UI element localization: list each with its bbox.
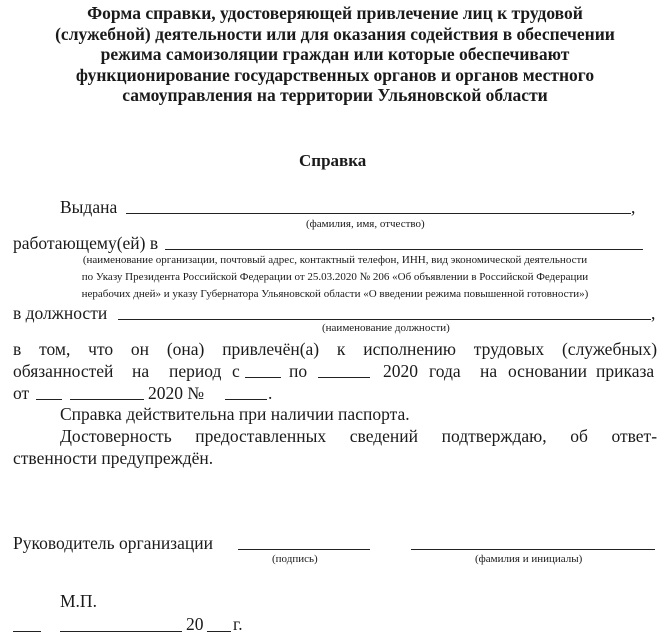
position-field[interactable] bbox=[118, 319, 651, 320]
statement-word: (она) bbox=[166, 339, 205, 359]
position-caption: (наименование должности) bbox=[322, 322, 450, 334]
statement-word: что bbox=[88, 339, 114, 359]
document-heading: Справка bbox=[299, 151, 367, 170]
confirmation-word: Достоверность bbox=[60, 426, 172, 446]
period-end-field[interactable] bbox=[318, 377, 370, 378]
manager-name-caption: (фамилия и инициалы) bbox=[475, 553, 583, 565]
issued-comma: , bbox=[631, 197, 636, 217]
organization-caption bbox=[13, 252, 657, 303]
confirmation-word: сведений bbox=[349, 426, 418, 446]
confirmation-word: подтверждаю, bbox=[441, 426, 547, 446]
order-year-number-label: 2020 № bbox=[148, 383, 205, 403]
statement-word: трудовых bbox=[473, 339, 545, 359]
signature-caption: (подпись) bbox=[272, 553, 318, 565]
statement-word: к bbox=[336, 339, 346, 359]
issued-label: Выдана bbox=[60, 197, 118, 217]
confirmation-word: об bbox=[570, 426, 588, 446]
organization-caption-line: нерабочих дней» и указу Губернатора Ульяновской области «О введении режима повышенной готовности») bbox=[81, 288, 589, 300]
statement-word: том, bbox=[39, 339, 71, 359]
confirmation-line-2: ственности предупреждён. bbox=[13, 448, 214, 468]
order-month-field[interactable] bbox=[70, 399, 144, 400]
statement-word: 2020 bbox=[383, 361, 418, 381]
statement-word: исполнению bbox=[363, 339, 456, 359]
form-title-line: Форма справки, удостоверяющей привлечение лиц к трудовой bbox=[87, 3, 583, 23]
order-period: . bbox=[268, 383, 273, 403]
form-title-line: (служебной) деятельности или для оказания содействия в обеспечении bbox=[55, 23, 615, 44]
statement-word: основании bbox=[508, 361, 587, 381]
statement-word: период bbox=[169, 361, 222, 381]
form-title-line: самоуправления на территории Ульяновской области bbox=[122, 85, 548, 105]
statement-line-1 bbox=[13, 339, 657, 360]
confirmation-word: ответ- bbox=[611, 426, 658, 446]
form-title-line: функционирование государственных органов и органов местного bbox=[75, 64, 595, 85]
validity-note: Справка действительна при наличии паспорта. bbox=[60, 404, 410, 424]
date-year-suffix: г. bbox=[233, 614, 243, 634]
employer-label: работающему(ей) в bbox=[13, 233, 159, 253]
statement-word: на bbox=[480, 361, 498, 381]
position-comma: , bbox=[651, 303, 656, 323]
signature-field[interactable] bbox=[238, 549, 370, 550]
statement-word: обязанностей bbox=[13, 361, 114, 381]
statement-word: по bbox=[289, 361, 308, 381]
date-day-field[interactable] bbox=[13, 631, 41, 632]
manager-name-field[interactable] bbox=[411, 549, 655, 550]
date-year-prefix: 20 bbox=[186, 614, 204, 634]
stamp-place-label: М.П. bbox=[60, 591, 97, 611]
organization-caption-line: (наименование организации, почтовый адрес, контактный телефон, ИНН, вид экономической деятельности bbox=[82, 254, 588, 266]
period-start-field[interactable] bbox=[245, 377, 281, 378]
form-title-line: режима самоизоляции граждан или которые обеспечивают bbox=[100, 44, 570, 64]
statement-word: года bbox=[429, 361, 461, 381]
statement-word: он bbox=[130, 339, 150, 359]
statement-word: в bbox=[13, 339, 22, 359]
manager-label: Руководитель организации bbox=[13, 533, 213, 553]
order-day-field[interactable] bbox=[36, 399, 62, 400]
confirmation-line-1 bbox=[60, 426, 657, 447]
date-year-field[interactable] bbox=[207, 631, 231, 632]
full-name-caption: (фамилия, имя, отчество) bbox=[306, 218, 425, 230]
full-name-field[interactable] bbox=[126, 213, 631, 214]
position-label: в должности bbox=[13, 303, 108, 323]
organization-field[interactable] bbox=[165, 249, 643, 250]
date-month-field[interactable] bbox=[60, 631, 182, 632]
statement-word: на bbox=[132, 361, 150, 381]
order-number-field[interactable] bbox=[225, 399, 267, 400]
statement-word: с bbox=[232, 361, 240, 381]
statement-word: привлечён(а) bbox=[222, 339, 320, 359]
confirmation-word: предоставленных bbox=[195, 426, 327, 446]
statement-word: (служебных) bbox=[561, 339, 658, 359]
form-title bbox=[0, 3, 670, 106]
organization-caption-line: по Указу Президента Российской Федерации от 25.03.2020 № 206 «Об объявлении в Российской Федерации bbox=[81, 271, 589, 283]
order-date-label: от bbox=[13, 383, 30, 403]
statement-word: приказа bbox=[596, 361, 655, 381]
